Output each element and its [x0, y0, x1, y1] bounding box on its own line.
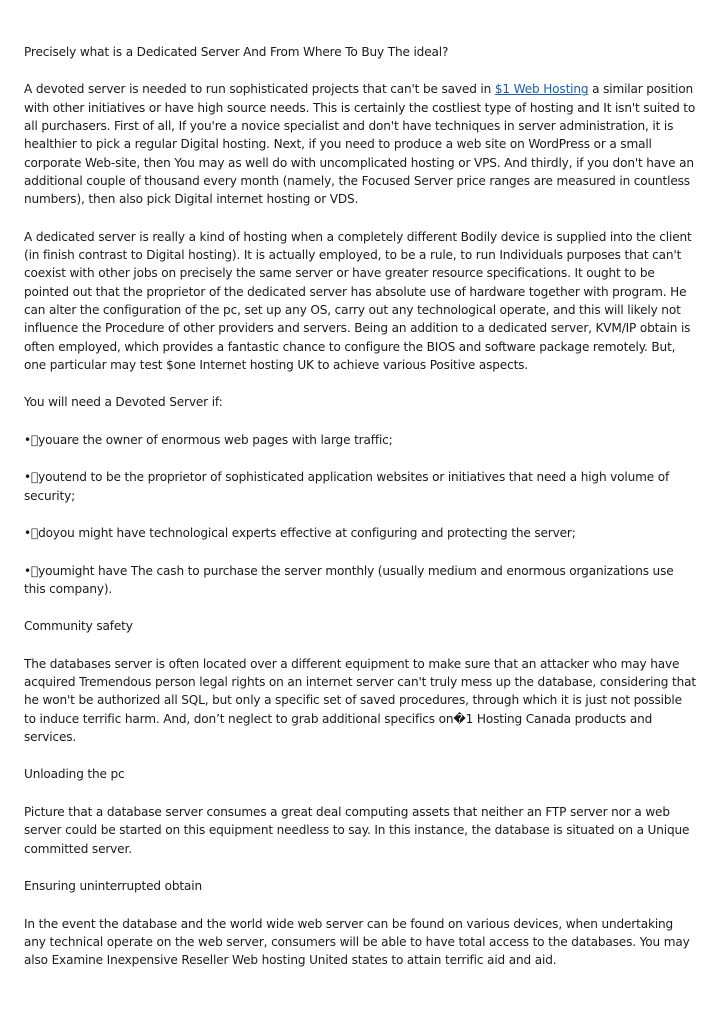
paragraph-need-server: You will need a Devoted Server if: [24, 395, 223, 410]
web-hosting-link[interactable]: $1 Web Hosting [494, 82, 589, 97]
document-heading: Precisely what is a Dedicated Server And From Where To Buy The ideal? [24, 45, 449, 59]
bullet-item: • youmight have The cash to purchase the server monthly (usually medium and enormous organizations use this company). [24, 563, 674, 596]
section-body-uninterrupted-access: In the event the database and the world wide web server can be found on various devices, when undertaking any technical operate on the web server, consumers will be able to have total access to the databases. You may also Examine Inexpensive Reseller Web hosting United states to attain terrific aid and aid. [24, 916, 690, 968]
bullet-item: • youare the owner of enormous web pages with large traffic; [24, 432, 393, 447]
paragraph-intro [24, 80, 696, 208]
section-body-community-safety: The databases server is often located over a different equipment to make sure that an attacker who may have acquired Tremendous person legal rights on an internet server can't truly mess up the database, considering that he won't be authorized all SQL, but only a specific set of saved procedures, through which it is just not possible to induce terrific harm. And, don’t neglect to grab additional specifics on�1 Hosting Canada products and services. [24, 656, 696, 744]
paragraph-intro-text-after: a similar position with other initiatives or have high source needs. This is certainly the costliest type of hosting and It isn't suited to all purchasers. First of all, If you're a novice specialist and don't have techniques in server administration, it is healthier to pick a regular Digital hosting. Next, if you need to produce a web site on WordPress or a small corporate Web-site, then You may as well do with uncomplicated hosting or VPS. And thirdly, if you don't have an additional couple of thousand every month (namely, the Focused Server price ranges are measured in countless numbers), then also pick Digital internet hosting or VDS. [24, 82, 696, 207]
paragraph-intro-text-before: A devoted server is needed to run sophisticated projects that can't be saved in [24, 82, 495, 97]
bullet-item: • doyou might have technological experts effective at configuring and protecting the server; [24, 526, 576, 541]
bullet-item: • youtend to be the proprietor of sophisticated application websites or initiatives that need a high volume of security; [24, 470, 670, 503]
section-heading-unloading: Unloading the pc [24, 767, 125, 782]
section-body-unloading: Picture that a database server consumes a great deal computing assets that neither an FTP server nor a web server could be started on this equipment needless to say. In this instance, the database is situated on a Unique committed server. [24, 804, 690, 856]
section-heading-community-safety: Community safety [24, 619, 133, 634]
section-heading-uninterrupted-access: Ensuring uninterrupted obtain [24, 879, 203, 894]
paragraph-dedicated-server: A dedicated server is really a kind of hosting when a completely different Bodily device is supplied into the client (in finish contrast to Digital hosting). It is actually employed, to be a rule, to run Individuals purposes that can't coexist with other jobs on precisely the same server or have greater resource specifications. It ought to be pointed out that the proprietor of the dedicated server has absolute use of hardware together with program. He can alter the configuration of the pc, set up any OS, carry out any technological operate, and this will likely not influence the Procedure of other providers and servers. Being an addition to a dedicated server, KVM/IP obtain is often employed, which provides a fantastic chance to configure the BIOS and software package remotely. But, one particular may test $one Internet hosting UK to achieve various Positive aspects. [24, 229, 692, 372]
